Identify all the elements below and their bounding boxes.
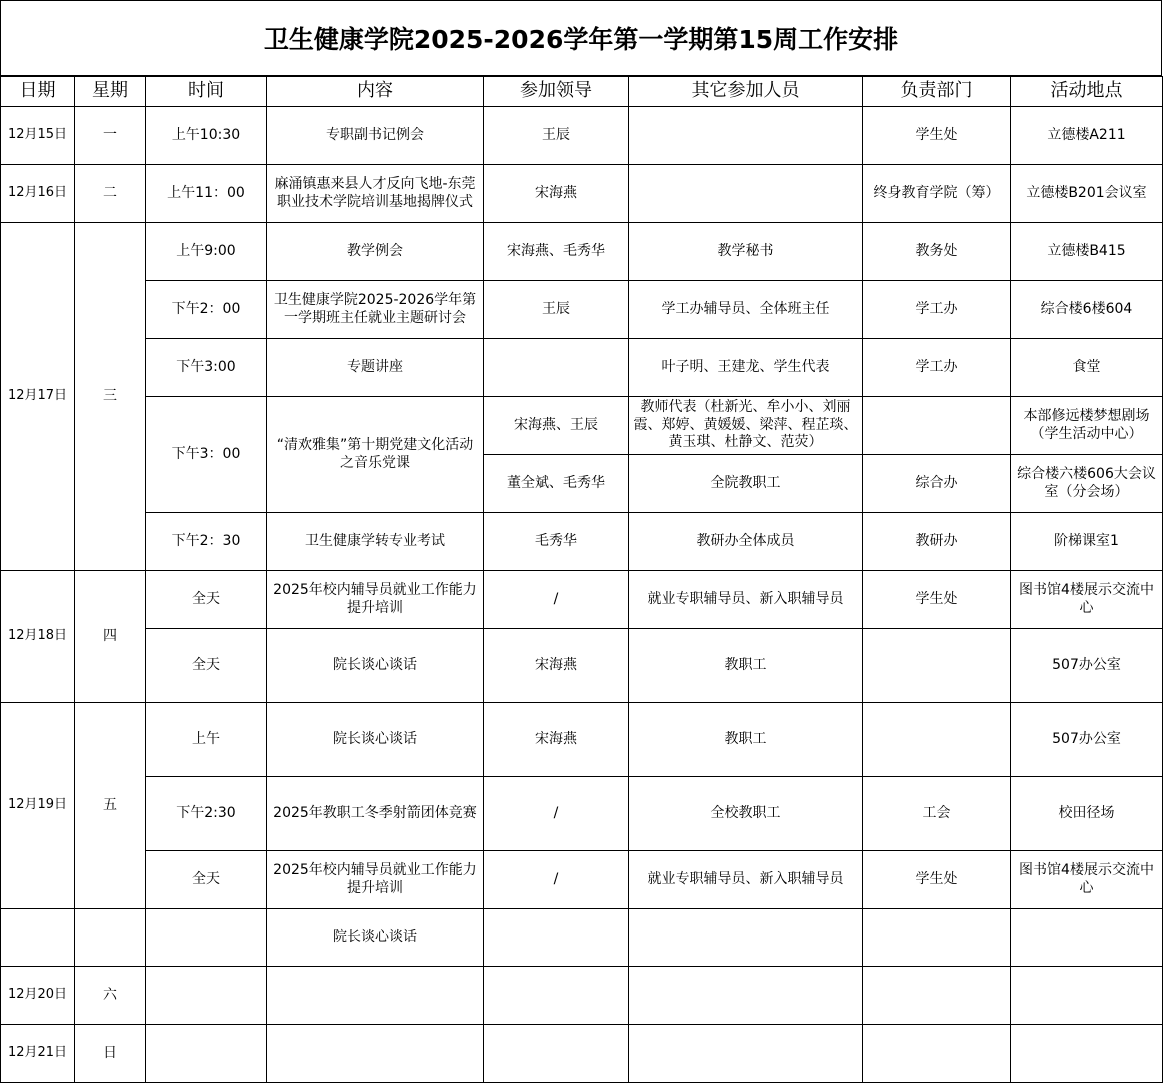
date-cell [1, 909, 75, 967]
weekday-cell [75, 909, 146, 967]
header-place: 活动地点 [1011, 77, 1163, 107]
table-row [1, 397, 1163, 455]
leaders-cell: 宋海燕、毛秀华 [484, 223, 629, 281]
time-cell: 下午2:30 [146, 777, 267, 851]
place-cell: 507办公室 [1011, 703, 1163, 777]
content-cell: 卫生健康学院2025-2026学年第一学期班主任就业主题研讨会 [267, 281, 484, 339]
date-cell: 12月19日 [1, 703, 75, 909]
dept-cell [863, 1025, 1011, 1083]
leaders-cell: / [484, 777, 629, 851]
weekday-cell: 二 [75, 165, 146, 223]
content-cell: 教学例会 [267, 223, 484, 281]
time-cell: 下午2：00 [146, 281, 267, 339]
date-cell: 12月17日 [1, 223, 75, 571]
leaders-cell: 王辰 [484, 281, 629, 339]
leaders-cell [484, 967, 629, 1025]
content-cell: 专题讲座 [267, 339, 484, 397]
dept-cell: 学工办 [863, 339, 1011, 397]
place-cell [1011, 909, 1163, 967]
dept-cell: 学生处 [863, 107, 1011, 165]
others-cell: 叶子明、王建龙、学生代表 [629, 339, 863, 397]
dept-cell: 工会 [863, 777, 1011, 851]
others-cell [629, 165, 863, 223]
content-cell: 院长谈心谈话 [267, 703, 484, 777]
others-cell [629, 107, 863, 165]
table-row [1, 703, 1163, 777]
table-row [1, 107, 1163, 165]
others-cell: 教研办全体成员 [629, 513, 863, 571]
time-cell: 下午3:00 [146, 339, 267, 397]
schedule-table [0, 76, 1163, 1083]
time-cell [146, 967, 267, 1025]
time-cell: 上午 [146, 703, 267, 777]
leaders-cell: / [484, 571, 629, 629]
header-leaders: 参加领导 [484, 77, 629, 107]
others-cell: 教学秘书 [629, 223, 863, 281]
weekday-cell: 四 [75, 571, 146, 703]
table-row [1, 851, 1163, 909]
leaders-cell [484, 1025, 629, 1083]
weekday-cell: 一 [75, 107, 146, 165]
table-row [1, 223, 1163, 281]
leaders-cell: 宋海燕 [484, 165, 629, 223]
table-row [1, 777, 1163, 851]
dept-cell [863, 909, 1011, 967]
table-row [1, 281, 1163, 339]
content-cell: 卫生健康学转专业考试 [267, 513, 484, 571]
leaders-cell: 毛秀华 [484, 513, 629, 571]
date-cell: 12月15日 [1, 107, 75, 165]
time-cell: 上午9:00 [146, 223, 267, 281]
dept-cell: 教务处 [863, 223, 1011, 281]
leaders-cell: 王辰 [484, 107, 629, 165]
time-cell: 上午10:30 [146, 107, 267, 165]
schedule-title: 卫生健康学院2025-2026学年第一学期第15周工作安排 [0, 0, 1162, 76]
table-row [1, 571, 1163, 629]
dept-cell [863, 629, 1011, 703]
header-others: 其它参加人员 [629, 77, 863, 107]
table-row [1, 967, 1163, 1025]
weekday-cell: 三 [75, 223, 146, 571]
time-cell: 下午2：30 [146, 513, 267, 571]
place-cell: 食堂 [1011, 339, 1163, 397]
others-cell: 就业专职辅导员、新入职辅导员 [629, 851, 863, 909]
place-cell: 立德楼A211 [1011, 107, 1163, 165]
time-cell [146, 1025, 267, 1083]
place-cell: 图书馆4楼展示交流中心 [1011, 571, 1163, 629]
leaders-cell: 宋海燕 [484, 629, 629, 703]
content-cell: 院长谈心谈话 [267, 909, 484, 967]
header-row [1, 77, 1163, 107]
content-cell: 2025年校内辅导员就业工作能力提升培训 [267, 571, 484, 629]
others-cell [629, 967, 863, 1025]
time-cell [146, 909, 267, 967]
place-cell: 综合楼6楼604 [1011, 281, 1163, 339]
leaders-cell [484, 339, 629, 397]
table-row [1, 629, 1163, 703]
dept-cell: 终身教育学院（筹） [863, 165, 1011, 223]
place-cell: 立德楼B201会议室 [1011, 165, 1163, 223]
content-cell: 院长谈心谈话 [267, 629, 484, 703]
dept-cell [863, 703, 1011, 777]
others-cell: 教职工 [629, 629, 863, 703]
others-cell: 全校教职工 [629, 777, 863, 851]
time-cell: 全天 [146, 629, 267, 703]
table-row [1, 165, 1163, 223]
date-cell: 12月21日 [1, 1025, 75, 1083]
date-cell: 12月16日 [1, 165, 75, 223]
time-cell: 全天 [146, 851, 267, 909]
place-cell: 阶梯课室1 [1011, 513, 1163, 571]
others-cell: 教师代表（杜新光、牟小小、刘丽霞、郑婷、黄媛媛、梁萍、程芷琰、黄玉琪、杜静文、范荧） [629, 397, 863, 455]
content-cell [267, 1025, 484, 1083]
place-cell [1011, 1025, 1163, 1083]
dept-cell [863, 967, 1011, 1025]
place-cell: 507办公室 [1011, 629, 1163, 703]
date-cell: 12月18日 [1, 571, 75, 703]
content-cell [267, 967, 484, 1025]
content-cell: “清欢雅集”第十期党建文化活动之音乐党课 [267, 397, 484, 513]
content-cell: 专职副书记例会 [267, 107, 484, 165]
time-cell: 下午3：00 [146, 397, 267, 513]
weekday-cell: 日 [75, 1025, 146, 1083]
table-row [1, 1025, 1163, 1083]
date-cell: 12月20日 [1, 967, 75, 1025]
place-cell [1011, 967, 1163, 1025]
weekday-cell: 五 [75, 703, 146, 909]
leaders-cell: 宋海燕、王辰 [484, 397, 629, 455]
dept-cell: 学生处 [863, 851, 1011, 909]
table-row [1, 909, 1163, 967]
time-cell: 上午11：00 [146, 165, 267, 223]
dept-cell: 学工办 [863, 281, 1011, 339]
leaders-cell [484, 909, 629, 967]
others-cell: 就业专职辅导员、新入职辅导员 [629, 571, 863, 629]
header-time: 时间 [146, 77, 267, 107]
dept-cell: 综合办 [863, 455, 1011, 513]
weekday-cell: 六 [75, 967, 146, 1025]
dept-cell [863, 397, 1011, 455]
content-cell: 2025年校内辅导员就业工作能力提升培训 [267, 851, 484, 909]
others-cell: 学工办辅导员、全体班主任 [629, 281, 863, 339]
header-content: 内容 [267, 77, 484, 107]
content-cell: 麻涌镇惠来县人才反向飞地-东莞职业技术学院培训基地揭牌仪式 [267, 165, 484, 223]
header-date: 日期 [1, 77, 75, 107]
place-cell: 图书馆4楼展示交流中心 [1011, 851, 1163, 909]
others-cell: 全院教职工 [629, 455, 863, 513]
dept-cell: 学生处 [863, 571, 1011, 629]
others-cell: 教职工 [629, 703, 863, 777]
header-dept: 负责部门 [863, 77, 1011, 107]
content-cell: 2025年教职工冬季射箭团体竞赛 [267, 777, 484, 851]
place-cell: 校田径场 [1011, 777, 1163, 851]
table-row [1, 339, 1163, 397]
place-cell: 本部修远楼梦想剧场（学生活动中心） [1011, 397, 1163, 455]
leaders-cell: / [484, 851, 629, 909]
others-cell [629, 909, 863, 967]
others-cell [629, 1025, 863, 1083]
table-row [1, 513, 1163, 571]
leaders-cell: 宋海燕 [484, 703, 629, 777]
leaders-cell: 董全斌、毛秀华 [484, 455, 629, 513]
place-cell: 立德楼B415 [1011, 223, 1163, 281]
place-cell: 综合楼六楼606大会议室（分会场） [1011, 455, 1163, 513]
dept-cell: 教研办 [863, 513, 1011, 571]
time-cell: 全天 [146, 571, 267, 629]
header-weekday: 星期 [75, 77, 146, 107]
